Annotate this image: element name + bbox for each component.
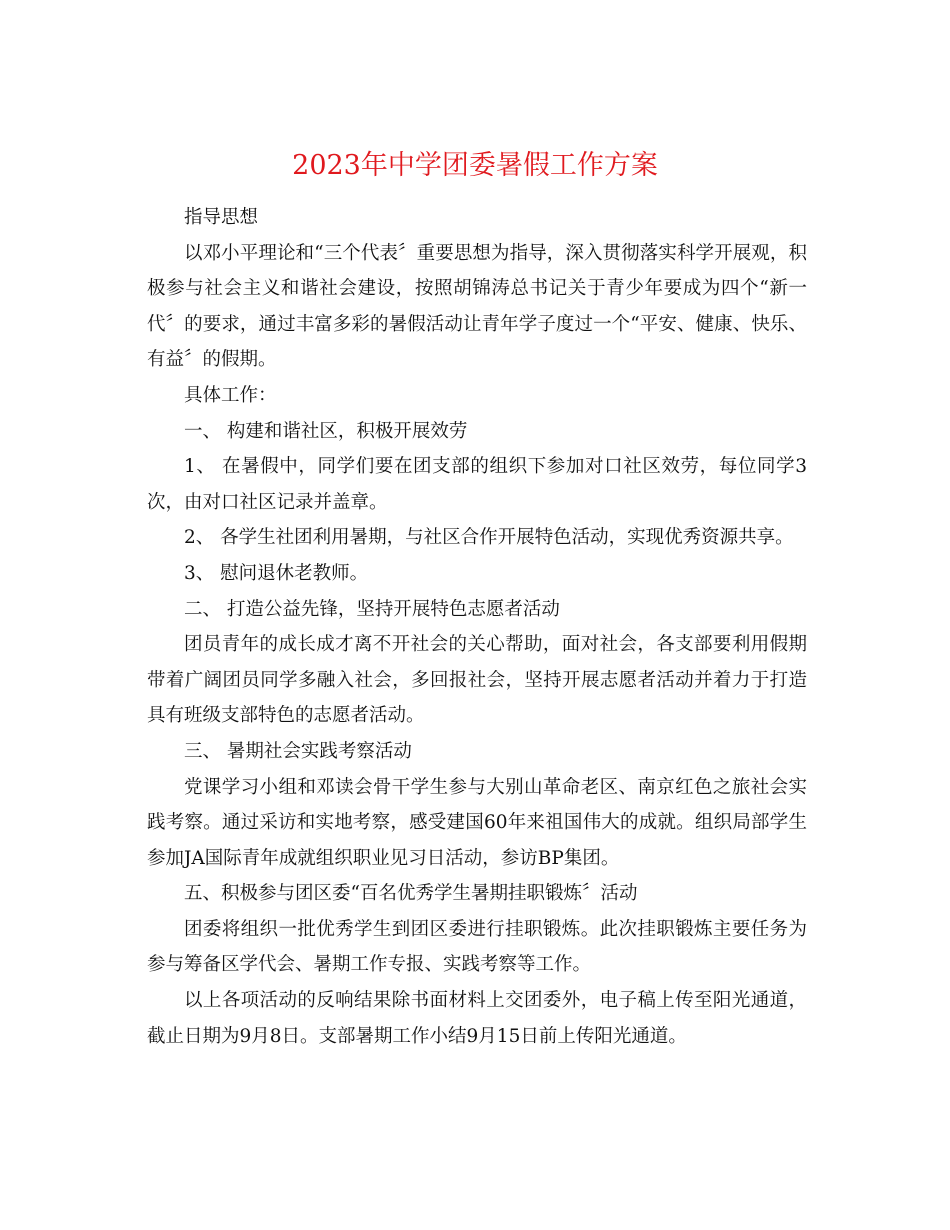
closing-text: 以上各项活动的反响结果除书面材料上交团委外，电子稿上传至阳光通道，截止日期为9月8日。支部暑期工作小结9月15日前上传阳光通道。 xyxy=(147,990,807,1047)
section-heading-5: 五、积极参与团区委“百名优秀学生暑期挂职锻炼〞活动 xyxy=(184,883,638,905)
section-3-text: 党课学习小组和邓读会骨干学生参与大别山革命老区、南京红色之旅社会实践考察。通过采访和实地考察，感受建国60年来祖国伟大的成就。组织局部学生参加JA国际青年成就组织职业见习日活动，参访BP集团。 xyxy=(147,776,807,869)
list-item-3: 3、 慰问退休老教师。 xyxy=(184,562,369,584)
paragraph-work-heading: 具体工作： xyxy=(184,384,277,406)
section-2-text: 团员青年的成长成才离不开社会的关心帮助，面对社会，各支部要利用假期带着广阔团员同学多融入社会，多回报社会，坚持开展志愿者活动并着力于打造具有班级支部特色的志愿者活动。 xyxy=(147,634,807,727)
document-title: 2023年中学团委暑假工作方案 xyxy=(292,150,658,182)
section-heading-3: 三、 暑期社会实践考察活动 xyxy=(184,740,412,762)
document-body xyxy=(147,200,807,1054)
section-heading-2: 二、 打造公益先锋，坚持开展特色志愿者活动 xyxy=(184,598,560,620)
section-5-text: 团委将组织一批优秀学生到团区委进行挂职锻炼。此次挂职锻炼主要任务为参与筹备区学代会、暑期工作专报、实践考察等工作。 xyxy=(147,918,807,976)
paragraph-guiding-text: 以邓小平理论和“三个代表〞重要思想为指导，深入贯彻落实科学开展观，积极参与社会主义和谐社会建设，按照胡锦涛总书记关于青少年要成为四个“新一代〞的要求，通过丰富多彩的暑假活动让青年学子度过一个“平安、健康、快乐、有益〞的假期。 xyxy=(147,242,807,371)
section-heading-1: 一、 构建和谐社区，积极开展效劳 xyxy=(184,420,468,442)
list-item-1: 1、 在暑假中，同学们要在团支部的组织下参加对口社区效劳，每位同学3次，由对口社区记录并盖章。 xyxy=(147,456,807,513)
list-item-2: 2、 各学生社团利用暑期，与社区合作开展特色活动，实现优秀资源共享。 xyxy=(184,527,794,549)
paragraph-guiding-heading: 指导思想 xyxy=(184,207,259,228)
